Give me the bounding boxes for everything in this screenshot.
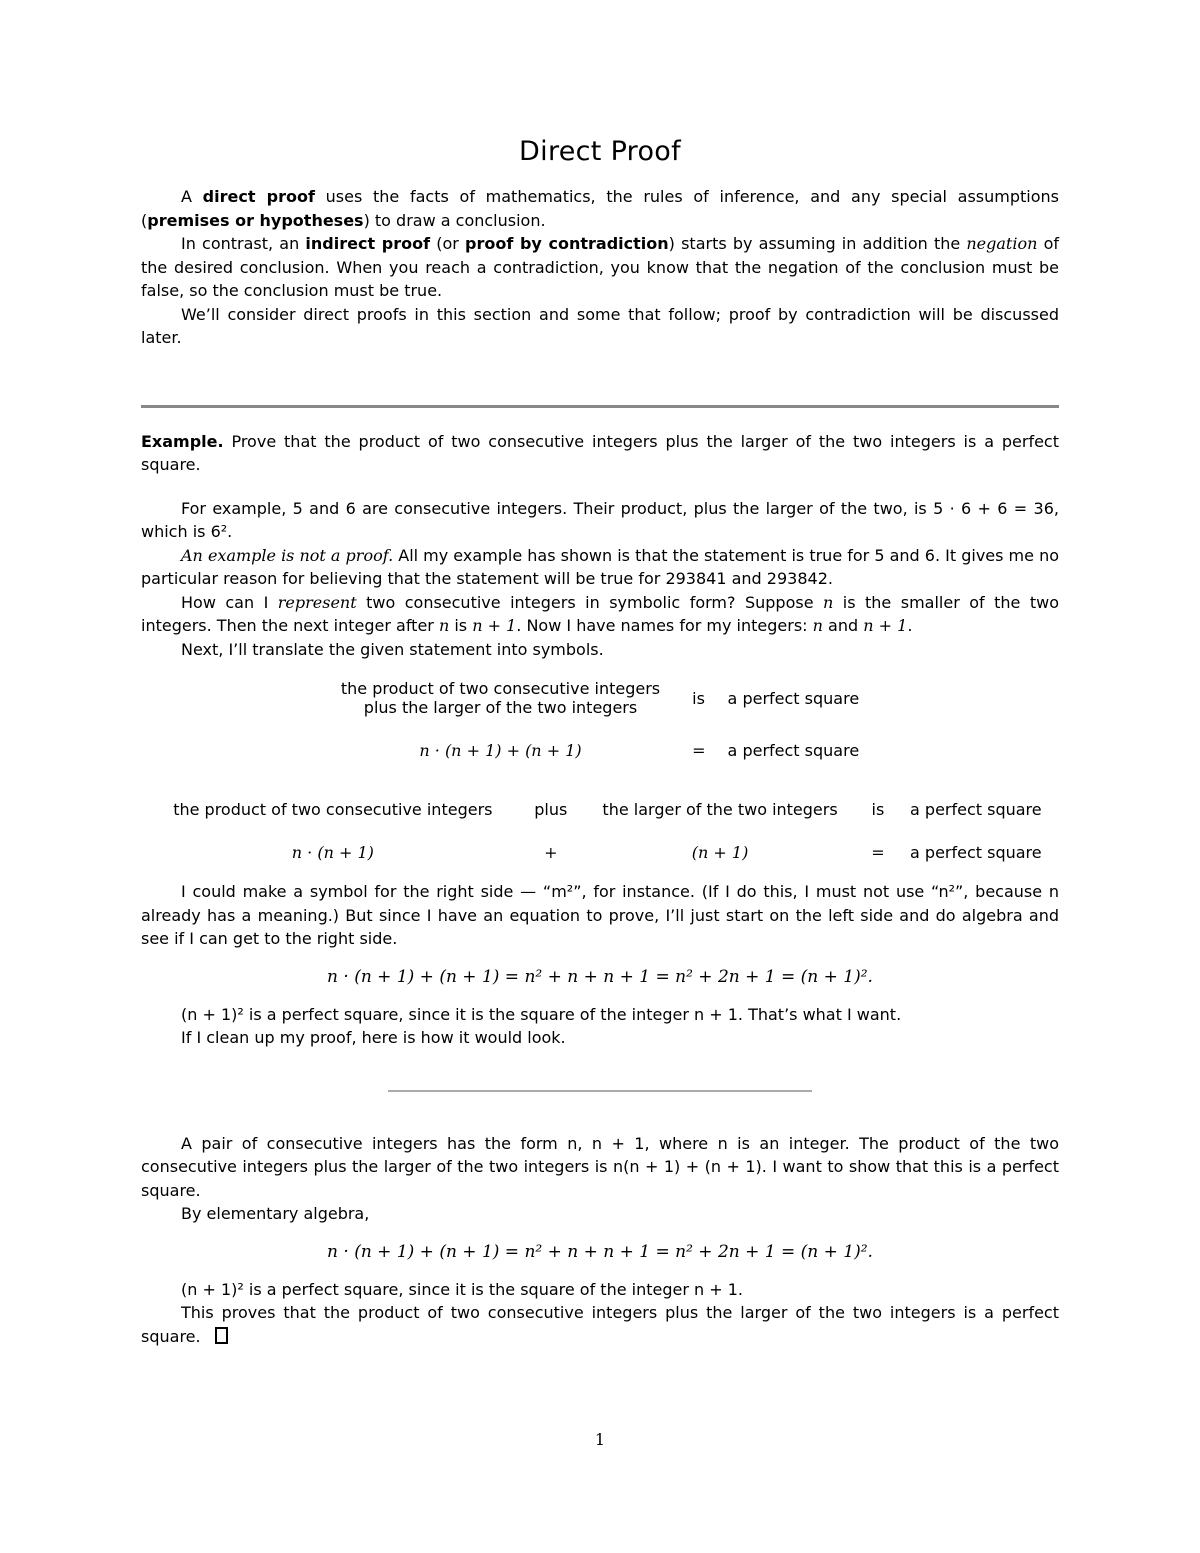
- spacer: [331, 717, 869, 741]
- math-n-plus-1: n + 1: [472, 616, 517, 635]
- table2-cell-4: is: [871, 800, 885, 819]
- text: Prove that the product of two consecutive integers plus the larger of the two integers is a perfect square.: [141, 431, 1059, 474]
- table2-math-2: +: [544, 843, 558, 862]
- not-a-proof-paragraph: [141, 544, 1059, 591]
- term-indirect-proof: indirect proof: [305, 234, 431, 253]
- translate-paragraph: Next, I’ll translate the given statement into symbols.: [181, 639, 604, 659]
- represent-paragraph: [141, 591, 1059, 638]
- text: . Now I have names for my integers:: [516, 616, 813, 635]
- cleanup-paragraph: If I clean up my proof, here is how it would look.: [181, 1028, 566, 1047]
- term-premises: premises or hypotheses: [147, 210, 364, 230]
- text: two consecutive integers in symbolic form? Suppose: [356, 592, 823, 612]
- page-number: 1: [594, 1430, 606, 1449]
- document-page: [141, 130, 1059, 1348]
- proof-paragraph-1: A pair of consecutive integers has the form n, n + 1, where n is an integer. The product of the two consecutive integers plus the larger of the two integers is n(n + 1) + (n + 1). I want to show that this is a perfect square.: [141, 1133, 1059, 1200]
- equation-1: n · (n + 1) + (n + 1) = n² + n + n + 1 = n² + 2n + 1 = (n + 1)².: [327, 966, 873, 987]
- table1-left-line1: the product of two consecutive integers: [340, 679, 661, 698]
- table2-cell-2: plus: [534, 800, 568, 819]
- table2-math-1: n · (n + 1): [291, 843, 374, 862]
- proof-paragraph-4: [141, 1301, 1059, 1348]
- text: How can I: [181, 592, 278, 612]
- table1-left-math: n · (n + 1) + (n + 1): [419, 741, 582, 760]
- table1-is: is: [692, 688, 705, 708]
- math-n-plus-1: n + 1: [863, 616, 908, 635]
- example-label: Example.: [141, 431, 224, 451]
- intro-paragraph-3: We’ll consider direct proofs in this section and some that follow; proof by contradiction will be discussed later.: [141, 304, 1059, 347]
- term-negation: negation: [966, 234, 1038, 253]
- example-paragraph-1: For example, 5 and 6 are consecutive integers. Their product, plus the larger of the two, is 5 · 6 + 6 = 36, which is 6².: [141, 498, 1059, 541]
- math-n: n: [438, 616, 450, 635]
- table2-math-4: =: [871, 843, 885, 862]
- text: (or: [430, 234, 466, 253]
- page-title: Direct Proof: [519, 136, 681, 167]
- table1-right-2: a perfect square: [727, 741, 860, 760]
- table2-cell-5: a perfect square: [910, 800, 1042, 819]
- text: and: [822, 616, 864, 635]
- text: ) starts by assuming in addition the: [668, 234, 967, 253]
- intro-paragraph-2: [141, 232, 1059, 303]
- table1-equals: =: [692, 741, 706, 760]
- text: In contrast, an: [181, 234, 306, 253]
- math-n: n: [823, 592, 834, 612]
- text: This proves that the product of two consecutive integers plus the larger of the two integers is a perfect square.: [141, 1303, 1059, 1346]
- equation-2: n · (n + 1) + (n + 1) = n² + n + n + 1 = n² + 2n + 1 = (n + 1)².: [327, 1241, 873, 1262]
- text: is the smaller of the two integers. Then the next integer after: [141, 592, 1060, 635]
- proof-paragraph-2: By elementary algebra,: [181, 1204, 370, 1223]
- section-divider: [141, 405, 1059, 408]
- translation-table-2: [141, 800, 1059, 862]
- emphasis: An example is not a proof.: [181, 545, 394, 565]
- math-n: n: [812, 616, 823, 635]
- symbol-paragraph: I could make a symbol for the right side — “m²”, for instance. (If I do this, I must not use “n²”, because n already has a meaning.) But since I have an equation to prove, I’ll just start on the left side and do algebra and see if I can get to the right side.: [141, 882, 1059, 948]
- text: uses the facts of mathematics, the rules of inference, and any special assumptions (: [141, 187, 1060, 230]
- spacer: [141, 819, 1059, 843]
- proof-divider: [388, 1090, 812, 1092]
- emphasis: represent: [277, 592, 357, 612]
- text: All my example has shown is that the statement is true for 5 and 6. It gives me no particular reason for believing that the statement will be true for 293841 and 293842.: [141, 545, 1059, 588]
- table2-math-3: (n + 1): [691, 843, 749, 862]
- table2-cell-1: the product of two consecutive integers: [173, 800, 493, 819]
- after-equation-paragraph: (n + 1)² is a perfect square, since it is the square of the integer n + 1. That’s what I want.: [181, 1004, 902, 1024]
- text: A: [181, 187, 203, 206]
- qed-square-icon: [215, 1327, 228, 1344]
- text: .: [907, 616, 913, 635]
- table1-right: a perfect square: [727, 688, 860, 708]
- table2-math-5: a perfect square: [910, 843, 1042, 862]
- proof-paragraph-3: (n + 1)² is a perfect square, since it is the square of the integer n + 1.: [181, 1279, 743, 1299]
- intro-paragraph-1: [141, 185, 1059, 232]
- text: is: [449, 616, 473, 635]
- table1-left: [331, 679, 670, 717]
- term-proof-by-contradiction: proof by contradiction: [465, 234, 669, 253]
- table2-cell-3: the larger of the two integers: [602, 800, 838, 819]
- table1-left-line2: plus the larger of the two integers: [363, 698, 638, 717]
- example-statement: [141, 430, 1059, 477]
- text: of the desired conclusion. When you reach a contradiction, you know that the negation of the conclusion must be false, so the conclusion must be true.: [141, 234, 1060, 300]
- translation-table-1: [331, 679, 869, 760]
- text: ) to draw a conclusion.: [363, 210, 546, 230]
- term-direct-proof: direct proof: [202, 187, 315, 206]
